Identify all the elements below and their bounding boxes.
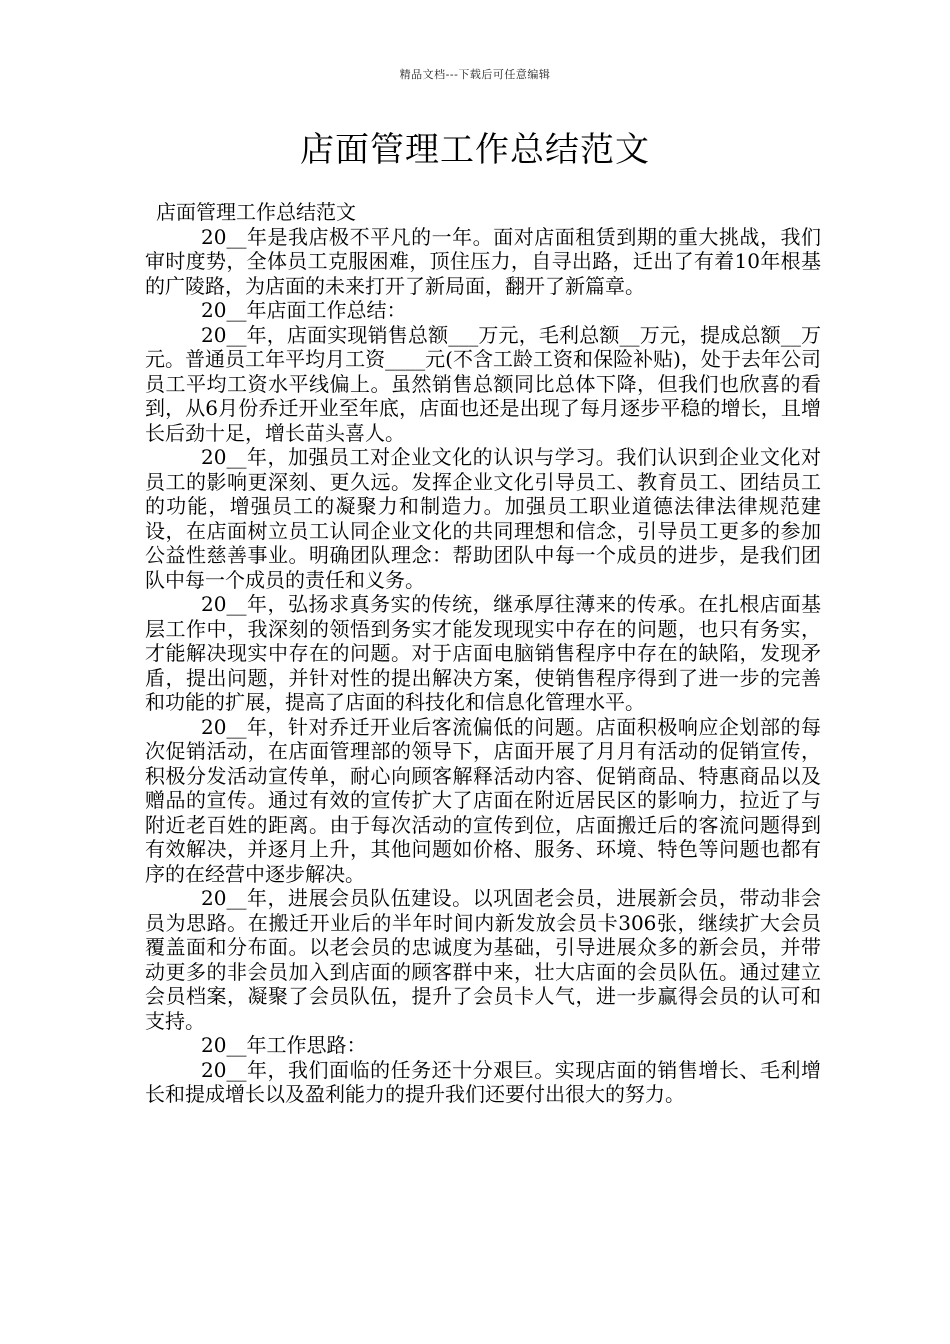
section-heading-plan: 20__年工作思路： <box>201 1033 367 1057</box>
paragraph-sales: 20__年，店面实现销售总额___万元，毛利总额__万元，提成总额__万元。普通员工年平均月工资____元(不含工龄工资和保险补贴)，处于去年公司员工平均工资水平线偏上。虽然销售总额同比总体下降，但我们也欣喜的看到，从6月份乔迁开业至年底，店面也还是出现了每月逐步平稳的增长，且增长后劲十足，增长苗头喜人。 <box>145 322 821 445</box>
paragraph-membership: 20__年，进展会员队伍建设。以巩固老会员，进展新会员，带动非会员为思路。在搬迁开业后的半年时间内新发放会员卡306张，继续扩大会员覆盖面和分布面。以老会员的忠诚度为基础，引导进展众多的新会员，并带动更多的非会员加入到店面的顾客群中来，壮大店面的会员队伍。通过建立会员档案，凝聚了会员队伍，提升了会员卡人气，进一步赢得会员的认可和支持。 <box>145 886 821 1033</box>
header-note: 精品文档---下载后可任意编辑 <box>399 68 551 81</box>
paragraph-culture: 20__年，加强员工对企业文化的认识与学习。我们认识到企业文化对员工的影响更深刻、更久远。发挥企业文化引导员工、教育员工、团结员工的功能，增强员工的凝聚力和制造力。加强员工职业道德法律法律规范建设，在店面树立员工认同企业文化的共同理想和信念，引导员工更多的参加公益性慈善事业。明确团队理念：帮助团队中每一个成员的进步，是我们团队中每一个成员的责任和义务。 <box>145 445 821 592</box>
document-title: 店面管理工作总结范文 <box>300 130 650 170</box>
document-subtitle: 店面管理工作总结范文 <box>156 200 356 224</box>
document-body <box>145 200 821 1107</box>
paragraph-intro: 20__年是我店极不平凡的一年。面对店面租赁到期的重大挑战，我们审时度势，全体员工克服困难，顶住压力，自寻出路，迁出了有着10年根基的广陵路，为店面的未来打开了新局面，翻开了新篇章。 <box>145 224 821 298</box>
section-heading-summary: 20__年店面工作总结： <box>201 298 407 322</box>
paragraph-outlook: 20__年，我们面临的任务还十分艰巨。实现店面的销售增长、毛利增长和提成增长以及盈利能力的提升我们还要付出很大的努力。 <box>145 1057 821 1106</box>
paragraph-pragmatism: 20__年，弘扬求真务实的传统，继承厚往薄来的传承。在扎根店面基层工作中，我深刻的领悟到务实才能发现现实中存在的问题，也只有务实，才能解决现实中存在的问题。对于店面电脑销售程序中存在的缺陷，发现矛盾，提出问题，并针对性的提出解决方案，使销售程序得到了进一步的完善和功能的扩展，提高了店面的科技化和信息化管理水平。 <box>145 592 821 714</box>
paragraph-promotion: 20__年，针对乔迁开业后客流偏低的问题。店面积极响应企划部的每次促销活动，在店面管理部的领导下，店面开展了月月有活动的促销宣传，积极分发活动宣传单，耐心向顾客解释活动内容、促销商品、特惠商品以及赠品的宣传。通过有效的宣传扩大了店面在附近居民区的影响力，拉近了与附近老百姓的距离。由于每次活动的宣传到位，店面搬迁后的客流问题得到有效解决，并逐月上升，其他问题如价格、服务、环境、特色等问题也都有序的在经营中逐步解决。 <box>145 714 821 886</box>
